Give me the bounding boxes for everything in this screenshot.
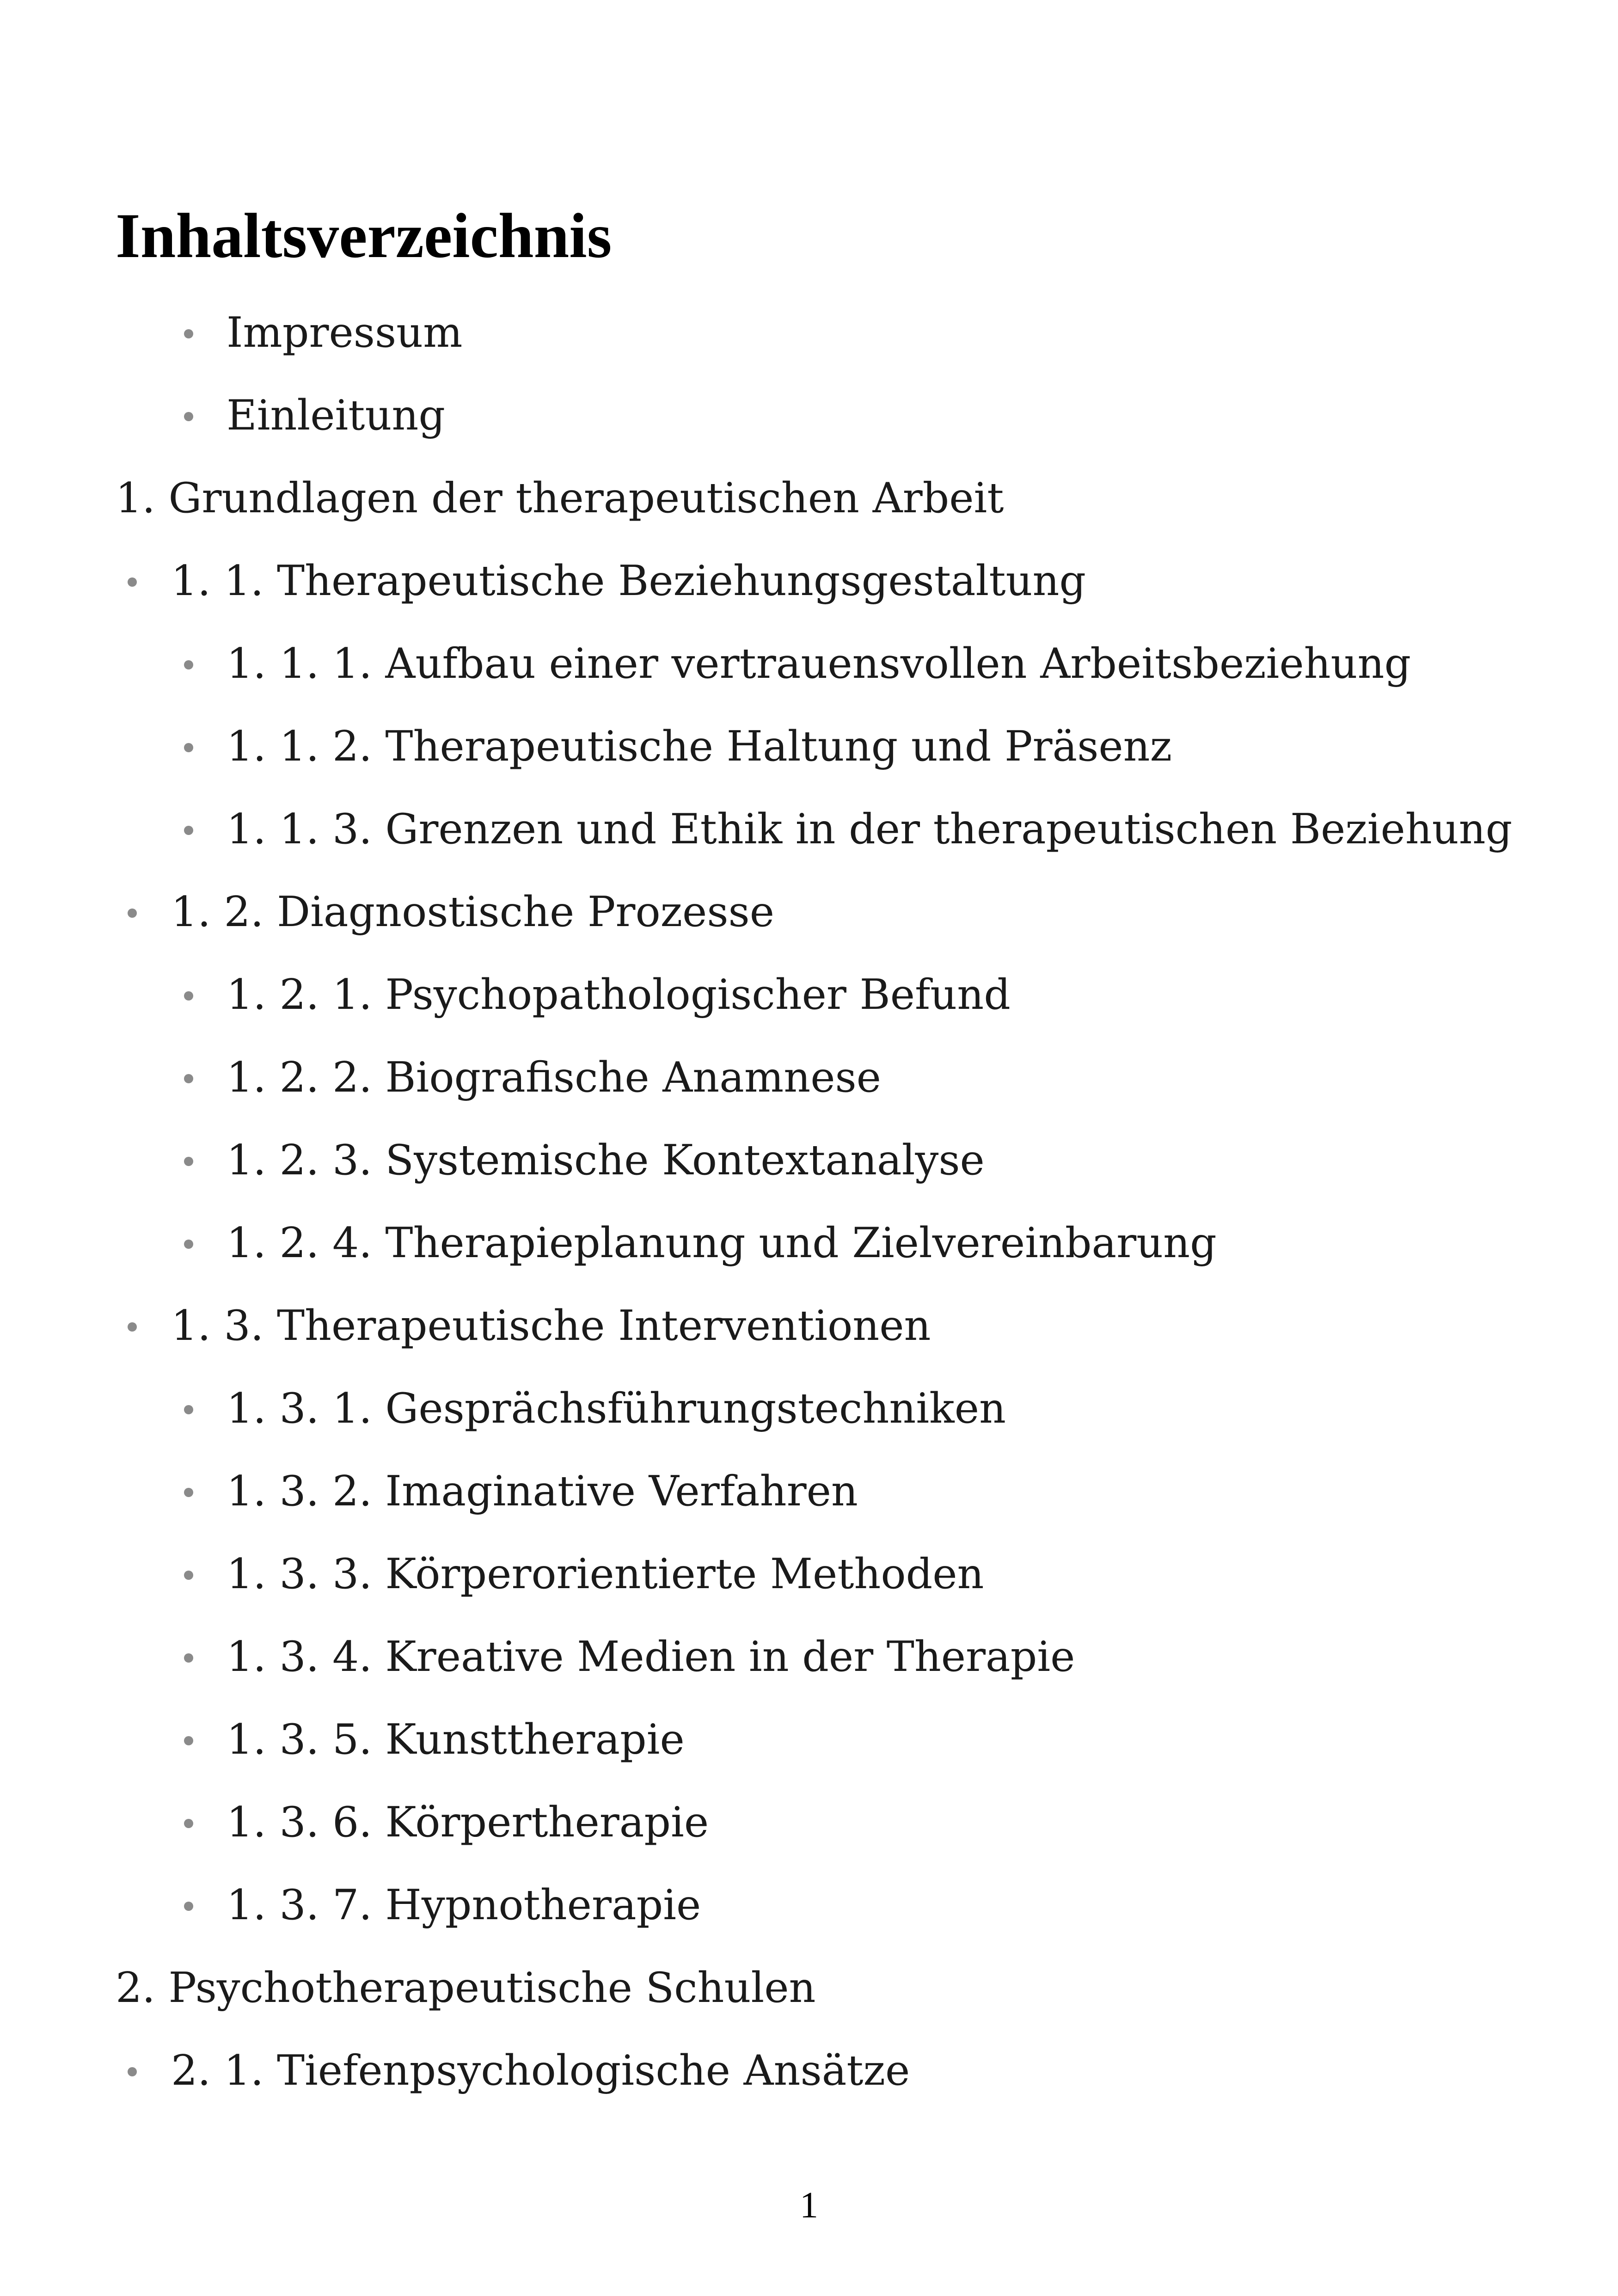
bullet-icon [184,1405,193,1414]
table-of-contents [0,291,1618,2112]
toc-entry[interactable] [0,1284,1618,1367]
toc-entry-label[interactable]: 1. 2. Diagnostische Prozesse [171,888,774,936]
bullet-icon [184,1074,193,1083]
toc-entry[interactable] [0,1615,1618,1698]
toc-entry-label[interactable]: 1. 1. 3. Grenzen und Ethik in der therapeutischen Beziehung [227,805,1513,853]
toc-entry-label[interactable]: 1. 2. 4. Therapieplanung und Zielvereinbarung [227,1219,1217,1267]
toc-entry[interactable] [0,2029,1618,2112]
bullet-icon [184,826,193,835]
bullet-icon [184,1902,193,1911]
toc-entry-label[interactable]: 1. 3. 2. Imaginative Verfahren [227,1467,858,1516]
toc-entry[interactable] [0,457,1618,540]
toc-entry-label[interactable]: 1. 3. 7. Hypnotherapie [227,1881,701,1929]
toc-entry-label[interactable]: 1. Grundlagen der therapeutischen Arbeit [116,474,1004,522]
toc-entry-label[interactable]: 1. 3. 6. Körpertherapie [227,1798,709,1847]
toc-entry[interactable] [0,953,1618,1036]
toc-entry-label[interactable]: 1. 2. 1. Psychopathologischer Befund [227,970,1011,1019]
toc-entry-label[interactable]: 1. 3. Therapeutische Interventionen [171,1301,931,1350]
toc-entry-label[interactable]: 1. 3. 4. Kreative Medien in der Therapie [227,1633,1075,1681]
toc-entry-label[interactable]: 1. 2. 3. Systemische Kontextanalyse [227,1136,985,1185]
bullet-icon [128,1322,137,1332]
bullet-icon [184,991,193,1001]
page-title: Inhaltsverzeichnis [116,200,612,271]
toc-entry[interactable] [0,1781,1618,1864]
toc-entry-label[interactable]: 1. 1. 1. Aufbau einer vertrauensvollen Arbeitsbeziehung [227,639,1411,688]
toc-entry-label[interactable]: Impressum [227,308,463,357]
toc-entry-label[interactable]: 1. 2. 2. Biografische Anamnese [227,1053,881,1102]
toc-entry-label[interactable]: Einleitung [227,391,445,440]
toc-entry[interactable] [0,1698,1618,1781]
toc-entry[interactable] [0,1946,1618,2029]
bullet-icon [184,1571,193,1580]
bullet-icon [184,1157,193,1166]
toc-entry[interactable] [0,374,1618,457]
bullet-icon [184,1736,193,1745]
bullet-icon [184,1653,193,1663]
bullet-icon [184,743,193,752]
toc-entry[interactable] [0,622,1618,705]
toc-entry[interactable] [0,1367,1618,1450]
bullet-icon [128,2067,137,2076]
toc-entry-label[interactable]: 1. 3. 1. Gesprächsführungstechniken [227,1384,1006,1433]
bullet-icon [184,660,193,669]
toc-entry[interactable] [0,1864,1618,1946]
toc-entry[interactable] [0,291,1618,374]
toc-entry-label[interactable]: 2. 1. Tiefenpsychologische Ansätze [171,2046,910,2095]
toc-entry[interactable] [0,1119,1618,1202]
bullet-icon [184,412,193,421]
page-number: 1 [800,2185,818,2226]
toc-entry[interactable] [0,705,1618,788]
toc-entry[interactable] [0,1202,1618,1284]
toc-entry[interactable] [0,1036,1618,1119]
bullet-icon [128,577,137,587]
toc-entry-label[interactable]: 1. 1. 2. Therapeutische Haltung und Präsenz [227,722,1172,771]
toc-entry-label[interactable]: 1. 3. 3. Körperorientierte Methoden [227,1550,984,1598]
toc-entry[interactable] [0,788,1618,871]
bullet-icon [184,1240,193,1249]
toc-entry-label[interactable]: 1. 1. Therapeutische Beziehungsgestaltung [171,557,1086,605]
toc-entry[interactable] [0,871,1618,953]
toc-entry[interactable] [0,1450,1618,1533]
toc-entry[interactable] [0,1533,1618,1615]
toc-entry-label[interactable]: 2. Psychotherapeutische Schulen [116,1964,816,2012]
bullet-icon [184,1488,193,1497]
bullet-icon [184,329,193,338]
toc-entry[interactable] [0,540,1618,622]
bullet-icon [128,909,137,918]
bullet-icon [184,1819,193,1828]
toc-entry-label[interactable]: 1. 3. 5. Kunsttherapie [227,1715,685,1764]
